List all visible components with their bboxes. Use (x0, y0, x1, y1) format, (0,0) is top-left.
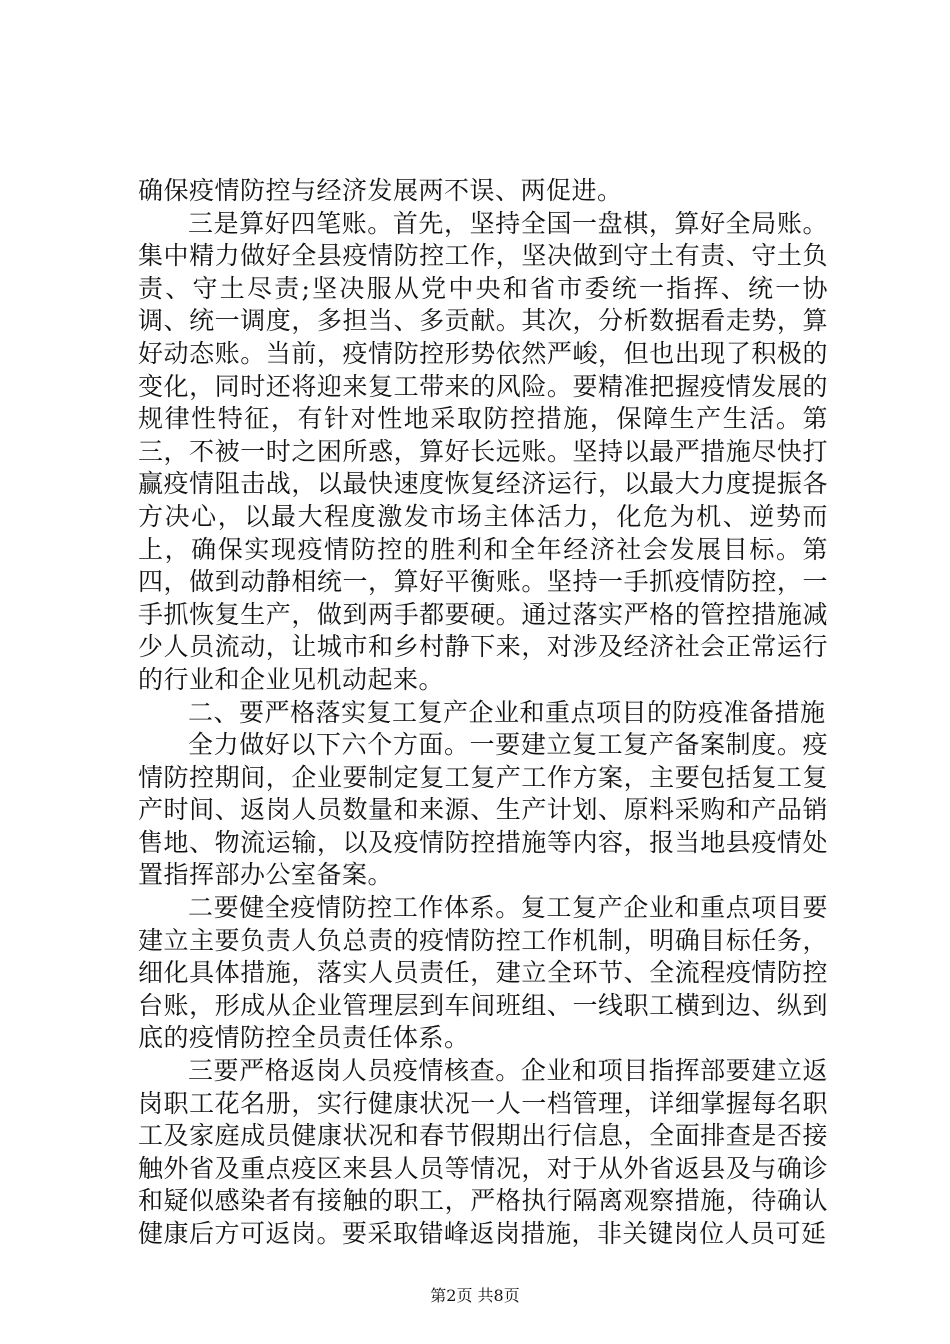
paragraph-prevention-system: 二要健全疫情防控工作体系。复工复产企业和重点项目要建立主要负责人负总责的疫情防控工作机制，明确目标任务，细化具体措施，落实人员责任，建立全环节、全流程疫情防控台账，形成从企业管理层到车间班组、一线职工横到边、纵到底的疫情防控全员责任体系。 (138, 893, 828, 1053)
paragraph-continuation: 确保疫情防控与经济发展两不误、两促进。 (138, 176, 623, 205)
section-heading-2: 二、要严格落实复工复产企业和重点项目的防疫准备措施 (188, 697, 826, 727)
page-footer: 第2页 共8页 (430, 1286, 520, 1305)
paragraph-staff-verification: 三要严格返岗人员疫情核查。企业和项目指挥部要建立返岗职工花名册，实行健康状况一人一档管理，详细掌握每名职工及家庭成员健康状况和春节假期出行信息，全面排查是否接触外省及重点疫区来县人员等情况，对于从外省返县及与确诊和疑似感染者有接触的职工，严格执行隔离观察措施，待确认健康后方可返岗。要采取错峰返岗措施，非关键岗位人员可延 (138, 1056, 828, 1248)
paragraph-six-aspects: 全力做好以下六个方面。一要建立复工复产备案制度。疫情防控期间，企业要制定复工复产工作方案，主要包括复工复产时间、返岗人员数量和来源、生产计划、原料采购和产品销售地、物流运输，以及疫情防控措施等内容，报当地县疫情处置指挥部办公室备案。 (138, 730, 828, 890)
document-body (138, 175, 828, 1251)
paragraph-four-accounts: 三是算好四笔账。首先，坚持全国一盘棋，算好全局账。集中精力做好全县疫情防控工作，坚决做到守土有责、守土负责、守土尽责;坚决服从党中央和省市委统一指挥、统一协调、统一调度，多担当、多贡献。其次，分析数据看走势，算好动态账。当前，疫情防控形势依然严峻，但也出现了积极的变化，同时还将迎来复工带来的风险。要精准把握疫情发展的规律性特征，有针对性地采取防控措施，保障生产生活。第三，不被一时之困所惑，算好长远账。坚持以最严措施尽快打赢疫情阻击战，以最快速度恢复经济运行，以最大力度提振各方决心，以最大程度激发市场主体活力，化危为机、逆势而上，确保实现疫情防控的胜利和全年经济社会发展目标。第四，做到动静相统一，算好平衡账。坚持一手抓疫情防控，一手抓恢复生产，做到两手都要硬。通过落实严格的管控措施减少人员流动，让城市和乡村静下来，对涉及经济社会正常运行的行业和企业见机动起来。 (138, 208, 828, 694)
